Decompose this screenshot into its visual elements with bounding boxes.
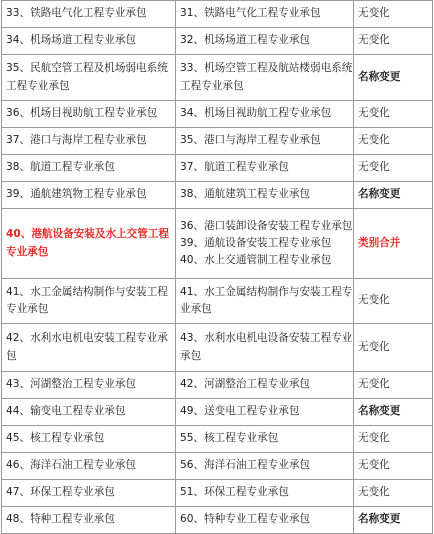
new-qualification-cell [176, 372, 354, 399]
change-status-cell: 名称变更 [354, 507, 433, 534]
change-status-cell: 无变化 [354, 426, 433, 453]
change-status-cell: 类别合并 [354, 209, 433, 279]
new-qualification-cell [176, 324, 354, 372]
new-qualification-item: 32、机场场道工程专业承包 [180, 34, 311, 47]
change-status-cell: 无变化 [354, 372, 433, 399]
table-row [2, 155, 433, 182]
new-qualification-cell [176, 128, 354, 155]
old-qualification-cell: 39、通航建筑物工程专业承包 [2, 182, 176, 209]
table-row [2, 209, 433, 279]
table-row [2, 480, 433, 507]
table-row [2, 55, 433, 101]
new-qualification-item: 51、环保工程专业承包 [180, 486, 289, 499]
change-status-cell: 无变化 [354, 128, 433, 155]
old-qualification-cell: 42、水利水电机电安装工程专业承包 [2, 324, 176, 372]
new-qualification-cell [176, 279, 354, 324]
old-qualification-cell: 34、机场场道工程专业承包 [2, 28, 176, 55]
new-qualification-cell [176, 55, 354, 101]
old-qualification-cell: 37、港口与海岸工程专业承包 [2, 128, 176, 155]
change-status-cell: 名称变更 [354, 399, 433, 426]
old-qualification-cell: 41、水工金属结构制作与安装工程专业承包 [2, 279, 176, 324]
new-qualification-item: 43、水利水电机电设备安装工程专业承包 [180, 332, 353, 362]
old-qualification-cell: 33、铁路电气化工程专业承包 [2, 1, 176, 28]
new-qualification-item: 49、送变电工程专业承包 [180, 405, 300, 418]
change-status-cell: 无变化 [354, 480, 433, 507]
old-qualification-cell: 48、特种工程专业承包 [2, 507, 176, 534]
new-qualification-item: 55、核工程专业承包 [180, 432, 279, 445]
change-status-cell: 无变化 [354, 28, 433, 55]
table-row [2, 1, 433, 28]
old-qualification-cell: 40、港航设备安装及水上交管工程专业承包 [2, 209, 176, 279]
new-qualification-cell [176, 453, 354, 480]
change-status-cell: 无变化 [354, 1, 433, 28]
new-qualification-cell [176, 101, 354, 128]
change-status-cell: 无变化 [354, 101, 433, 128]
old-qualification-cell: 38、航道工程专业承包 [2, 155, 176, 182]
old-qualification-cell: 43、河湖整治工程专业承包 [2, 372, 176, 399]
new-qualification-cell [176, 28, 354, 55]
table-row [2, 453, 433, 480]
change-status-cell: 无变化 [354, 453, 433, 480]
new-qualification-item: 39、通航设备安装工程专业承包 [180, 236, 332, 249]
new-qualification-cell [176, 426, 354, 453]
table-row [2, 507, 433, 534]
new-qualification-item: 31、铁路电气化工程专业承包 [180, 7, 321, 20]
table-row [2, 426, 433, 453]
old-qualification-cell: 47、环保工程专业承包 [2, 480, 176, 507]
table-row [2, 372, 433, 399]
change-status-cell: 名称变更 [354, 182, 433, 209]
table-row [2, 101, 433, 128]
new-qualification-item: 38、通航建筑工程专业承包 [180, 188, 311, 201]
change-status-cell: 名称变更 [354, 55, 433, 101]
new-qualification-item: 36、港口装卸设备安装工程专业承包 [180, 219, 353, 232]
new-qualification-cell [176, 507, 354, 534]
new-qualification-item: 35、港口与海岸工程专业承包 [180, 134, 321, 147]
new-qualification-cell [176, 155, 354, 182]
new-qualification-item: 56、海洋石油工程专业承包 [180, 459, 311, 472]
new-qualification-item: 41、水工金属结构制作与安装工程专业承包 [180, 285, 353, 315]
change-status-cell: 无变化 [354, 324, 433, 372]
old-qualification-cell: 36、机场目视助航工程专业承包 [2, 101, 176, 128]
new-qualification-item: 42、河湖整治工程专业承包 [180, 378, 311, 391]
new-qualification-cell [176, 1, 354, 28]
qualification-comparison-table [1, 0, 433, 534]
table-row [2, 28, 433, 55]
new-qualification-item: 40、水上交通管制工程专业承包 [180, 254, 332, 267]
new-qualification-item: 33、机场空管工程及航站楼弱电系统工程专业承包 [180, 62, 353, 92]
table-row [2, 279, 433, 324]
new-qualification-cell [176, 209, 354, 279]
new-qualification-cell [176, 480, 354, 507]
new-qualification-item: 60、特种专业工程专业承包 [180, 513, 311, 526]
table-body [2, 1, 433, 534]
table-row [2, 182, 433, 209]
change-status-cell: 无变化 [354, 155, 433, 182]
new-qualification-item: 37、航道工程专业承包 [180, 161, 289, 174]
new-qualification-item: 34、机场目视助航工程专业承包 [180, 107, 332, 120]
new-qualification-cell [176, 399, 354, 426]
old-qualification-cell: 35、民航空管工程及机场弱电系统工程专业承包 [2, 55, 176, 101]
change-status-cell: 无变化 [354, 279, 433, 324]
table-row [2, 128, 433, 155]
table-row [2, 324, 433, 372]
old-qualification-cell: 46、海洋石油工程专业承包 [2, 453, 176, 480]
old-qualification-cell: 44、输变电工程专业承包 [2, 399, 176, 426]
table-row [2, 399, 433, 426]
old-qualification-cell: 45、核工程专业承包 [2, 426, 176, 453]
new-qualification-cell [176, 182, 354, 209]
